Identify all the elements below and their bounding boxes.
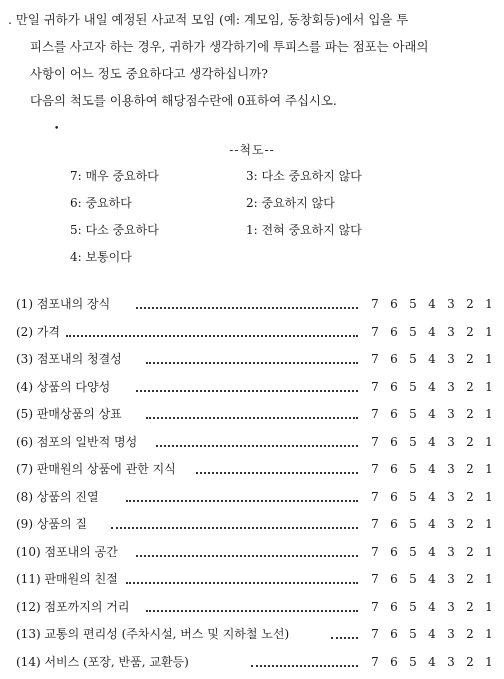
rating-option[interactable]: 7 — [368, 542, 382, 562]
rating-option[interactable]: 6 — [387, 432, 401, 452]
rating-row — [16, 652, 500, 679]
rating-option[interactable]: 1 — [482, 349, 496, 369]
rating-option[interactable]: 2 — [463, 294, 477, 314]
rating-option[interactable]: 3 — [444, 349, 458, 369]
rating-option[interactable]: 5 — [406, 542, 420, 562]
rating-row — [16, 377, 500, 405]
rating-option[interactable]: 5 — [406, 569, 420, 589]
rating-option[interactable]: 1 — [482, 487, 496, 507]
scale-title: --척도-- — [0, 141, 504, 158]
rating-option[interactable]: 6 — [387, 652, 401, 672]
leader-dots — [126, 579, 358, 584]
rating-row — [16, 432, 500, 460]
rating-row — [16, 294, 500, 322]
rating-option[interactable]: 2 — [463, 322, 477, 342]
rating-item-label: (3) 점포내의 청결성 — [16, 349, 122, 369]
rating-option[interactable]: 4 — [425, 597, 439, 617]
rating-option[interactable]: 4 — [425, 652, 439, 672]
rating-option[interactable]: 1 — [482, 624, 496, 644]
rating-option[interactable]: 7 — [368, 487, 382, 507]
leader-dots — [196, 469, 358, 474]
rating-option[interactable]: 7 — [368, 404, 382, 424]
rating-option[interactable]: 5 — [406, 487, 420, 507]
rating-item-label: (12) 점포까지의 거리 — [16, 597, 129, 617]
rating-option[interactable]: 2 — [463, 597, 477, 617]
rating-item-label: (10) 점포내의 공간 — [16, 542, 118, 562]
scale-option: 7: 매우 중요하다 — [70, 166, 159, 186]
leader-dots — [66, 332, 358, 337]
rating-option[interactable]: 5 — [406, 404, 420, 424]
rating-option[interactable]: 7 — [368, 322, 382, 342]
rating-option[interactable]: 2 — [463, 432, 477, 452]
rating-option[interactable]: 6 — [387, 404, 401, 424]
rating-option[interactable]: 7 — [368, 569, 382, 589]
rating-option[interactable]: 3 — [444, 542, 458, 562]
scale-option: 2: 중요하지 않다 — [246, 193, 335, 213]
rating-option[interactable]: 3 — [444, 597, 458, 617]
rating-option[interactable]: 5 — [406, 652, 420, 672]
rating-option[interactable]: 5 — [406, 432, 420, 452]
intro-line-4: 다음의 척도를 이용하여 해당점수란에 0표하여 주십시오. — [8, 87, 500, 114]
leader-dots — [146, 359, 358, 364]
rating-option[interactable]: 3 — [444, 322, 458, 342]
rating-option[interactable]: 3 — [444, 294, 458, 314]
rating-option[interactable]: 6 — [387, 514, 401, 534]
rating-option[interactable]: 5 — [406, 624, 420, 644]
rating-option[interactable]: 2 — [463, 349, 477, 369]
rating-option[interactable]: 7 — [368, 652, 382, 672]
rating-row — [16, 322, 500, 350]
scale-option: 5: 다소 중요하다 — [70, 220, 159, 240]
rating-row — [16, 597, 500, 625]
rating-option[interactable]: 2 — [463, 569, 477, 589]
leader-dots — [136, 304, 358, 309]
rating-option[interactable]: 5 — [406, 322, 420, 342]
rating-option[interactable]: 6 — [387, 487, 401, 507]
rating-option[interactable]: 4 — [425, 377, 439, 397]
leader-dots — [331, 634, 358, 639]
rating-option[interactable]: 7 — [368, 377, 382, 397]
rating-item-label: (7) 판매원의 상품에 관한 지식 — [16, 459, 176, 479]
rating-row — [16, 459, 500, 487]
rating-option[interactable]: 3 — [444, 487, 458, 507]
rating-option[interactable]: 2 — [463, 404, 477, 424]
rating-item-label: (14) 서비스 (포장, 반품, 교환등) — [16, 652, 189, 672]
rating-item-label: (4) 상품의 다양성 — [16, 377, 110, 397]
rating-option[interactable]: 5 — [406, 349, 420, 369]
rating-option[interactable]: 4 — [425, 514, 439, 534]
scale-option: 1: 전혀 중요하지 않다 — [246, 220, 362, 240]
rating-option[interactable]: 3 — [444, 404, 458, 424]
rating-option[interactable]: 1 — [482, 569, 496, 589]
rating-row — [16, 542, 500, 570]
rating-option[interactable]: 7 — [368, 597, 382, 617]
rating-option[interactable]: 5 — [406, 514, 420, 534]
question-intro — [8, 6, 500, 114]
rating-option[interactable]: 1 — [482, 652, 496, 672]
leader-dots — [146, 414, 358, 419]
rating-option[interactable]: 4 — [425, 487, 439, 507]
rating-option[interactable]: 7 — [368, 459, 382, 479]
scale-row — [70, 166, 450, 193]
rating-option[interactable]: 7 — [368, 349, 382, 369]
rating-option[interactable]: 4 — [425, 322, 439, 342]
rating-row — [16, 569, 500, 597]
rating-option[interactable]: 3 — [444, 569, 458, 589]
stray-dot: • — [54, 124, 59, 134]
scale-option: 4: 보통이다 — [70, 247, 132, 267]
rating-option[interactable]: 3 — [444, 432, 458, 452]
rating-option[interactable]: 4 — [425, 432, 439, 452]
scale-option: 6: 중요하다 — [70, 193, 132, 213]
rating-option[interactable]: 4 — [425, 569, 439, 589]
rating-option[interactable]: 2 — [463, 514, 477, 534]
scale-row — [70, 193, 450, 220]
rating-item-label: (13) 교통의 편리성 (주차시설, 버스 및 지하철 노선) — [16, 624, 289, 644]
rating-option[interactable]: 2 — [463, 377, 477, 397]
rating-option[interactable]: 3 — [444, 377, 458, 397]
rating-option[interactable]: 5 — [406, 377, 420, 397]
rating-option[interactable]: 6 — [387, 377, 401, 397]
intro-line-2: 피스를 사고자 하는 경우, 귀하가 생각하기에 투피스를 파는 점포는 아래의 — [8, 33, 500, 60]
rating-option[interactable]: 5 — [406, 459, 420, 479]
rating-option[interactable]: 6 — [387, 597, 401, 617]
rating-option[interactable]: 7 — [368, 624, 382, 644]
rating-option[interactable]: 2 — [463, 459, 477, 479]
rating-option[interactable]: 6 — [387, 569, 401, 589]
rating-option[interactable]: 1 — [482, 432, 496, 452]
rating-row — [16, 349, 500, 377]
rating-option[interactable]: 6 — [387, 322, 401, 342]
rating-option[interactable]: 3 — [444, 652, 458, 672]
rating-option[interactable]: 6 — [387, 294, 401, 314]
rating-option[interactable]: 2 — [463, 624, 477, 644]
rating-option[interactable]: 1 — [482, 542, 496, 562]
leader-dots — [111, 524, 358, 529]
rating-option[interactable]: 3 — [444, 459, 458, 479]
rating-item-label: (1) 점포내의 장식 — [16, 294, 110, 314]
rating-row — [16, 514, 500, 542]
intro-line-1: . 만일 귀하가 내일 예정된 사교적 모임 (예: 계모임, 동창회등)에서 입을 투 — [8, 6, 500, 33]
rating-row — [16, 624, 500, 652]
leader-dots — [146, 607, 358, 612]
leader-dots — [156, 442, 358, 447]
rating-items — [16, 294, 500, 679]
leader-dots — [251, 662, 358, 667]
rating-option[interactable]: 4 — [425, 349, 439, 369]
rating-option[interactable]: 3 — [444, 514, 458, 534]
rating-option[interactable]: 4 — [425, 624, 439, 644]
rating-item-label: (8) 상품의 진열 — [16, 487, 99, 507]
rating-option[interactable]: 7 — [368, 294, 382, 314]
rating-option[interactable]: 6 — [387, 624, 401, 644]
rating-option[interactable]: 6 — [387, 349, 401, 369]
rating-option[interactable]: 1 — [482, 514, 496, 534]
rating-option[interactable]: 7 — [368, 432, 382, 452]
rating-option[interactable]: 4 — [425, 542, 439, 562]
rating-option[interactable]: 1 — [482, 404, 496, 424]
rating-option[interactable]: 4 — [425, 404, 439, 424]
scale-option: 3: 다소 중요하지 않다 — [246, 166, 362, 186]
intro-line-3: 사항이 어느 정도 중요하다고 생각하십니까? — [8, 60, 500, 87]
rating-option[interactable]: 6 — [387, 459, 401, 479]
rating-item-label: (6) 점포의 일반적 명성 — [16, 432, 137, 452]
rating-option[interactable]: 4 — [425, 459, 439, 479]
rating-option[interactable]: 1 — [482, 459, 496, 479]
rating-option[interactable]: 5 — [406, 597, 420, 617]
leader-dots — [136, 552, 358, 557]
rating-option[interactable]: 3 — [444, 624, 458, 644]
rating-item-label: (5) 판매상품의 상표 — [16, 404, 122, 424]
rating-option[interactable]: 4 — [425, 294, 439, 314]
leader-dots — [136, 387, 358, 392]
rating-option[interactable]: 2 — [463, 487, 477, 507]
scale-row — [70, 247, 450, 274]
rating-item-label: (2) 가격 — [16, 322, 60, 342]
rating-row — [16, 487, 500, 515]
rating-item-label: (11) 판매원의 친절 — [16, 569, 118, 589]
scale-legend — [70, 166, 450, 274]
rating-option[interactable]: 1 — [482, 377, 496, 397]
scale-row — [70, 220, 450, 247]
rating-option[interactable]: 2 — [463, 542, 477, 562]
rating-row — [16, 404, 500, 432]
rating-option[interactable]: 1 — [482, 294, 496, 314]
rating-option[interactable]: 6 — [387, 542, 401, 562]
rating-option[interactable]: 7 — [368, 514, 382, 534]
rating-option[interactable]: 1 — [482, 597, 496, 617]
leader-dots — [126, 497, 358, 502]
rating-item-label: (9) 상품의 질 — [16, 514, 87, 534]
rating-option[interactable]: 2 — [463, 652, 477, 672]
rating-option[interactable]: 1 — [482, 322, 496, 342]
rating-option[interactable]: 5 — [406, 294, 420, 314]
